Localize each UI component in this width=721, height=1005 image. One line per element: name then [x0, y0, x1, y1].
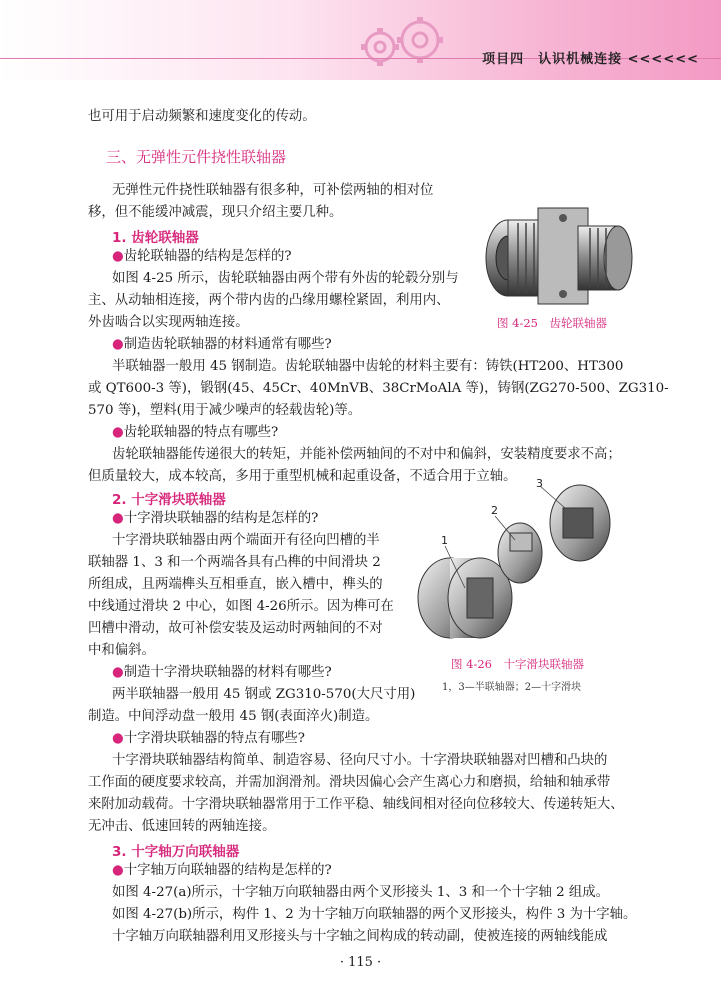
paragraph: 外齿啮合以实现两轴连接。	[88, 315, 249, 330]
figure-caption: 图 4-26 十字滑块联轴器	[451, 657, 584, 671]
paragraph: 凹槽中滑动，故可补偿安装及运动时两轴间的不对	[88, 621, 383, 636]
paragraph: 如图 4-27(b)所示，构件 1、2 为十字轴万向联轴器的两个叉形接头，构件 3 为十字轴。	[112, 907, 637, 922]
paragraph: 十字滑块联轴器结构简单、制造容易、径向尺寸小。十字滑块联轴器对凹槽和凸块的	[112, 753, 608, 768]
gear-icon	[350, 12, 460, 72]
question	[112, 728, 305, 750]
page-header	[0, 0, 721, 80]
paragraph: 半联轴器一般用 45 钢制造。齿轮联轴器中齿轮的材料主要有：铸铁(HT200、HT300	[112, 359, 624, 374]
figure-caption: 图 4-25 齿轮联轴器	[497, 316, 607, 330]
question	[112, 334, 332, 356]
subsection-heading: 2. 十字滑块联轴器	[112, 492, 226, 508]
paragraph: 中线通过滑块 2 中心，如图 4-26所示。因为榫可在	[88, 599, 394, 614]
paragraph: 或 QT600-3 等)，锻钢(45、45Cr、40MnVB、38CrMoAlA 等)，铸钢(ZG270-500、ZG310-	[88, 381, 669, 396]
question-text: 十字滑块联轴器的特点有哪些?	[123, 731, 305, 746]
question-text: 制造齿轮联轴器的材料通常有哪些?	[123, 337, 332, 352]
question	[112, 860, 332, 882]
figure-label: 1	[441, 534, 448, 547]
section-heading: 三、无弹性元件挠性联轴器	[106, 148, 287, 166]
paragraph: 十字轴万向联轴器利用叉形接头与十字轴之间构成的转动副，使被连接的两轴线能成	[112, 929, 608, 944]
paragraph: 570 等)，塑料(用于减少噪声的轻载齿轮)等。	[88, 403, 362, 418]
paragraph: 如图 4-27(a)所示，十字轴万向联轴器由两个叉形接头 1、3 和一个十字轴 2 组成。	[112, 885, 610, 900]
bullet-icon: ●	[112, 511, 124, 526]
paragraph: 无冲击、低速回转的两轴连接。	[88, 819, 276, 834]
oldham-coupling-figure	[405, 478, 645, 650]
paragraph: 齿轮联轴器能传递很大的转矩，并能补偿两轴间的不对中和偏斜，安装精度要求不高；	[112, 447, 621, 462]
paragraph: 如图 4-25 所示，齿轮联轴器由两个带有外齿的轮毂分别与	[112, 271, 459, 286]
paragraph: 移，但不能缓冲减震，现只介绍主要几种。	[88, 205, 343, 220]
question-text: 制造十字滑块联轴器的材料有哪些?	[123, 665, 332, 680]
question	[112, 422, 278, 444]
question-text: 齿轮联轴器的特点有哪些?	[123, 425, 279, 440]
paragraph: 来附加动载荷。十字滑块联轴器常用于工作平稳、轴线间相对径向位移较大、传递转矩大、	[88, 797, 624, 812]
paragraph: 中和偏斜。	[88, 643, 155, 658]
question-text: 十字轴万向联轴器的结构是怎样的?	[123, 863, 332, 878]
question-text: 齿轮联轴器的结构是怎样的?	[123, 249, 292, 264]
page-number: · 115 ·	[339, 955, 382, 970]
question	[112, 662, 332, 684]
paragraph: 所组成，且两端榫头互相垂直，嵌入槽中，榫头的	[88, 577, 383, 592]
bullet-icon: ●	[112, 863, 124, 878]
bullet-icon: ●	[112, 337, 124, 352]
paragraph: 但质量较大，成本较高，多用于重型机械和起重设备，不适合用于立轴。	[88, 469, 517, 484]
bullet-icon: ●	[112, 425, 124, 440]
bullet-icon: ●	[112, 249, 124, 264]
question	[112, 508, 318, 530]
paragraph: 工作面的硬度要求较高，并需加润滑剂。滑块因偏心会产生离心力和磨损，给轴和轴承带	[88, 775, 611, 790]
subsection-heading: 1. 齿轮联轴器	[112, 230, 199, 246]
figure-label: 3	[536, 478, 543, 490]
figure-note: 1，3—半联轴器；2—十字滑块	[442, 682, 582, 693]
bullet-icon: ●	[112, 665, 124, 680]
paragraph: 两半联轴器一般用 45 钢或 ZG310-570(大尺寸用)	[112, 687, 416, 702]
figure-label: 2	[491, 504, 498, 517]
gear-coupling-figure	[478, 178, 638, 308]
paragraph: 无弹性元件挠性联轴器有很多种，可补偿两轴的相对位	[112, 183, 434, 198]
bullet-icon: ●	[112, 731, 124, 746]
subsection-heading: 3. 十字轴万向联轴器	[112, 844, 240, 860]
paragraph: 十字滑块联轴器由两个端面开有径向凹槽的半	[112, 533, 380, 548]
paragraph: 主、从动轴相连接，两个带内齿的凸缘用螺栓紧固，利用内、	[88, 293, 450, 308]
question-text: 十字滑块联轴器的结构是怎样的?	[123, 511, 319, 526]
paragraph: 也可用于启动频繁和速度变化的传动。	[88, 109, 316, 124]
paragraph: 联轴器 1、3 和一个两端各具有凸榫的中间滑块 2	[88, 555, 381, 570]
question	[112, 246, 292, 268]
header-title: 项目四 认识机械连接 <<<<<<	[482, 52, 699, 67]
paragraph: 制造。中间浮动盘一般用 45 钢(表面淬火)制造。	[88, 709, 379, 724]
